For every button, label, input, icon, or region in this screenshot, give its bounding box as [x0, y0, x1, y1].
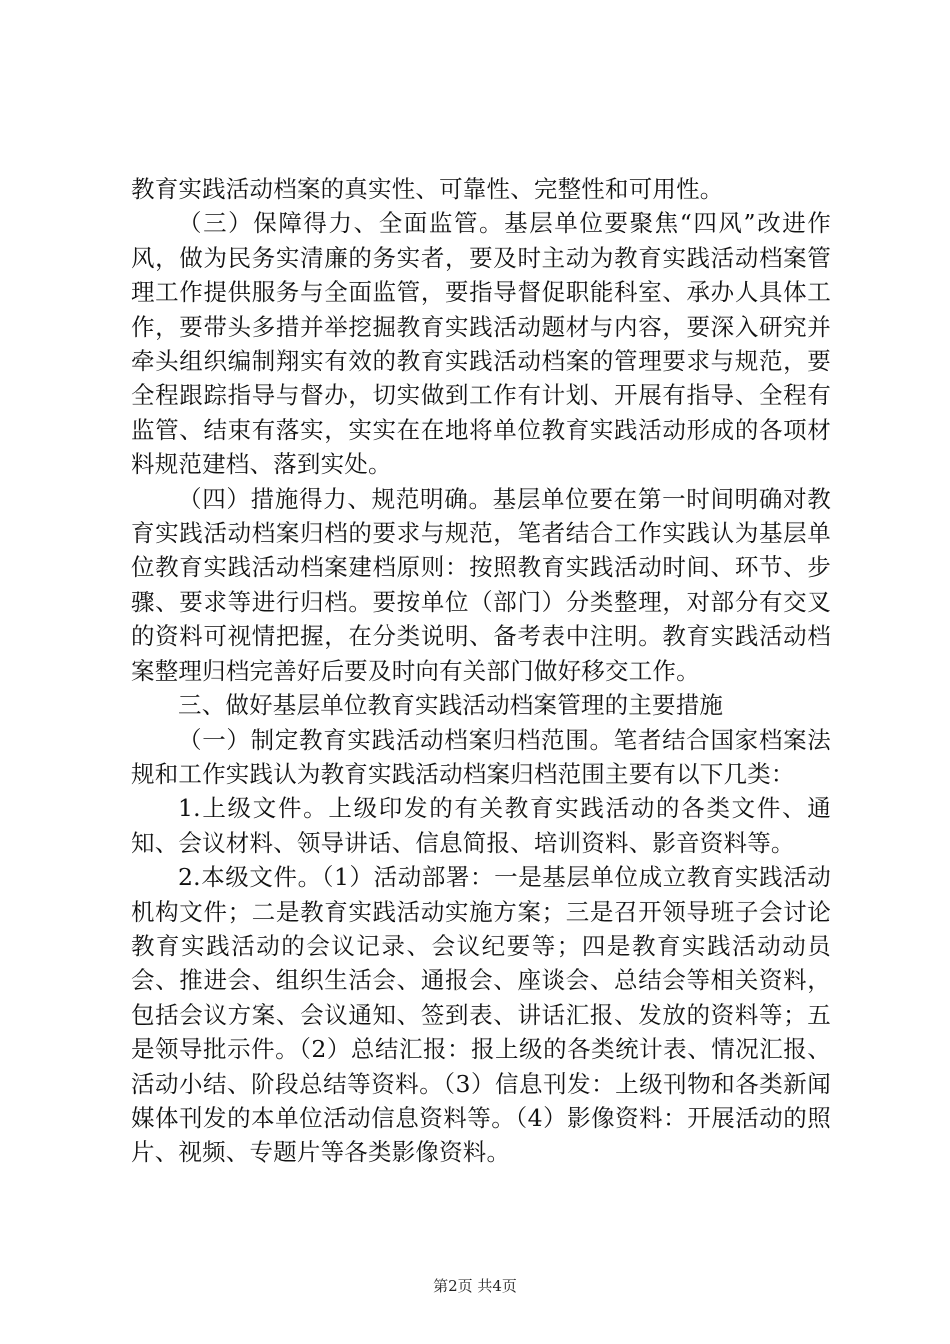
section-heading: 三、做好基层单位教育实践活动档案管理的主要措施	[178, 691, 724, 720]
list-item-superior-documents: 1.上级文件。上级印发的有关教育实践活动的各类文件、通知、会议材料、领导讲话、信息简报、培训资料、影音资料等。	[131, 794, 831, 857]
paragraph-subsection-1: （一）制定教育实践活动档案归档范围。笔者结合国家档案法规和工作实践认为教育实践活动档案归档范围主要有以下几类：	[131, 725, 831, 788]
page-footer: 第2页 共4页	[433, 1277, 517, 1295]
paragraph-section-4: （四）措施得力、规范明确。基层单位要在第一时间明确对教育实践活动档案归档的要求与规范，笔者结合工作实践认为基层单位教育实践活动档案建档原则：按照教育实践活动时间、环节、步骤、要求等进行归档。要按单位（部门）分类整理，对部分有交叉的资料可视情把握，在分类说明、备考表中注明。教育实践活动档案整理归档完善好后要及时向有关部门做好移交工作。	[131, 484, 831, 685]
document-body	[131, 172, 831, 1170]
paragraph-section-3: （三）保障得力、全面监管。基层单位要聚焦“四风”改进作风，做为民务实清廉的务实者，要及时主动为教育实践活动档案管理工作提供服务与全面监管，要指导督促职能科室、承办人具体工作，要带头多措并举挖掘教育实践活动题材与内容，要深入研究并牵头组织编制翔实有效的教育实践活动档案的管理要求与规范，要全程跟踪指导与督办，切实做到工作有计划、开展有指导、全程有监管、结束有落实，实实在在地将单位教育实践活动形成的各项材料规范建档、落到实处。	[131, 209, 831, 479]
paragraph-continuation: 教育实践活动档案的真实性、可靠性、完整性和可用性。	[131, 175, 724, 203]
list-item-own-documents: 2.本级文件。（1）活动部署：一是基层单位成立教育实践活动机构文件；二是教育实践活动实施方案；三是召开领导班子会讨论教育实践活动的会议记录、会议纪要等；四是教育实践活动动员会、推进会、组织生活会、通报会、座谈会、总结会等相关资料，包括会议方案、会议通知、签到表、讲话汇报、发放的资料等；五是领导批示件。（2）总结汇报：报上级的各类统计表、情况汇报、活动小结、阶段总结等资料。（3）信息刊发：上级刊物和各类新闻媒体刊发的本单位活动信息资料等。（4）影像资料：开展活动的照片、视频、专题片等各类影像资料。	[131, 863, 831, 1167]
